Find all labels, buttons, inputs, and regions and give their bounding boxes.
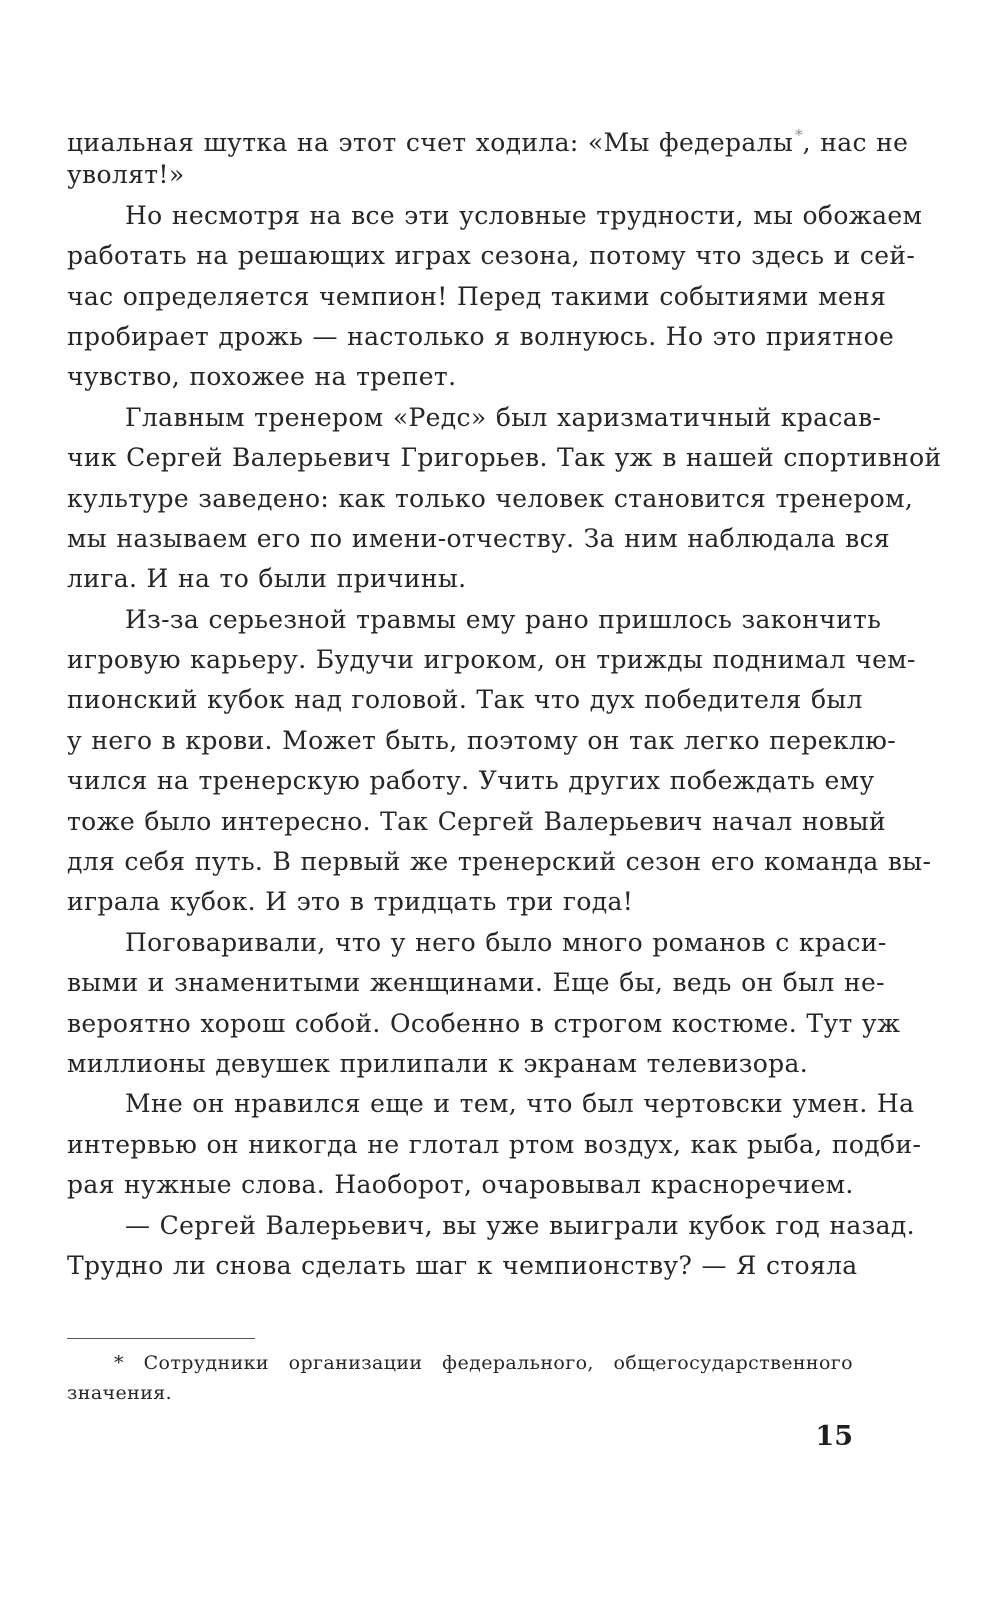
text-line: тоже было интересно. Так Сергей Валерьевич начал новый xyxy=(67,806,887,836)
text-line: мы называем его по имени-отчеству. За ним наблюдала вся xyxy=(67,523,891,553)
text-line: для себя путь. В первый же тренерский сезон его команда вы- xyxy=(67,847,932,877)
footnote-line: * Сотрудники организации федерального, общегосударственного xyxy=(114,1352,853,1374)
text-line: лига. И на то были причины. xyxy=(67,564,467,594)
paragraph-start: — Сергей Валерьевич, вы уже выиграли кубок год назад. xyxy=(125,1210,915,1240)
footnote-divider xyxy=(67,1338,255,1339)
main-text xyxy=(67,115,942,1286)
text-line: чувство, похожее на трепет. xyxy=(67,362,457,392)
paragraph-start: Но несмотря на все эти условные трудности, мы обожаем xyxy=(125,200,923,230)
text-line: играла кубок. И это в тридцать три года! xyxy=(67,887,634,917)
text-line: интервью он никогда не глотал ртом воздух, как рыба, подби- xyxy=(67,1129,922,1159)
text-line: час определяется чемпион! Перед такими событиями меня xyxy=(67,281,887,311)
footnote-marker: * xyxy=(795,126,803,144)
text-line xyxy=(67,115,909,157)
text-line: уволят!» xyxy=(67,160,185,190)
paragraph-start: Мне он нравился еще и тем, что был чертовски умен. На xyxy=(125,1089,915,1119)
page-number: 15 xyxy=(815,1421,853,1452)
text-line: игровую карьеру. Будучи игроком, он трижды поднимал чем- xyxy=(67,645,916,675)
footnote xyxy=(67,1348,853,1408)
text-line: у него в крови. Может быть, поэтому он так легко переклю- xyxy=(67,725,897,755)
text-line: работать на решающих играх сезона, потому что здесь и сей- xyxy=(67,241,916,271)
text-fragment: циальная шутка на этот счет ходила: «Мы федералы xyxy=(67,128,794,157)
text-line: рая нужные слова. Наоборот, очаровывал красноречием. xyxy=(67,1170,854,1200)
text-line: Трудно ли снова сделать шаг к чемпионству? — Я стояла xyxy=(67,1250,858,1280)
text-line: пробирает дрожь — настолько я волнуюсь. Но это приятное xyxy=(67,321,895,351)
text-line: чик Сергей Валерьевич Григорьев. Так уж в нашей спортивной xyxy=(67,443,942,473)
footnote-line: значения. xyxy=(67,1382,173,1404)
text-line: вероятно хорош собой. Особенно в строгом костюме. Тут уж xyxy=(67,1008,901,1038)
text-line: культуре заведено: как только человек становится тренером, xyxy=(67,483,914,513)
text-fragment: , нас не xyxy=(802,128,909,157)
text-line: выми и знаменитыми женщинами. Еще бы, ведь он был не- xyxy=(67,968,885,998)
text-line: чился на тренерскую работу. Учить других побеждать ему xyxy=(67,766,875,796)
text-line: миллионы девушек прилипали к экранам телевизора. xyxy=(67,1048,809,1078)
paragraph-start: Главным тренером «Редс» был харизматичный красав- xyxy=(125,402,882,432)
paragraph-start: Из-за серьезной травмы ему рано пришлось закончить xyxy=(125,604,882,634)
text-line: пионский кубок над головой. Так что дух победителя был xyxy=(67,685,863,715)
paragraph-start: Поговаривали, что у него было много романов с краси- xyxy=(125,927,887,957)
